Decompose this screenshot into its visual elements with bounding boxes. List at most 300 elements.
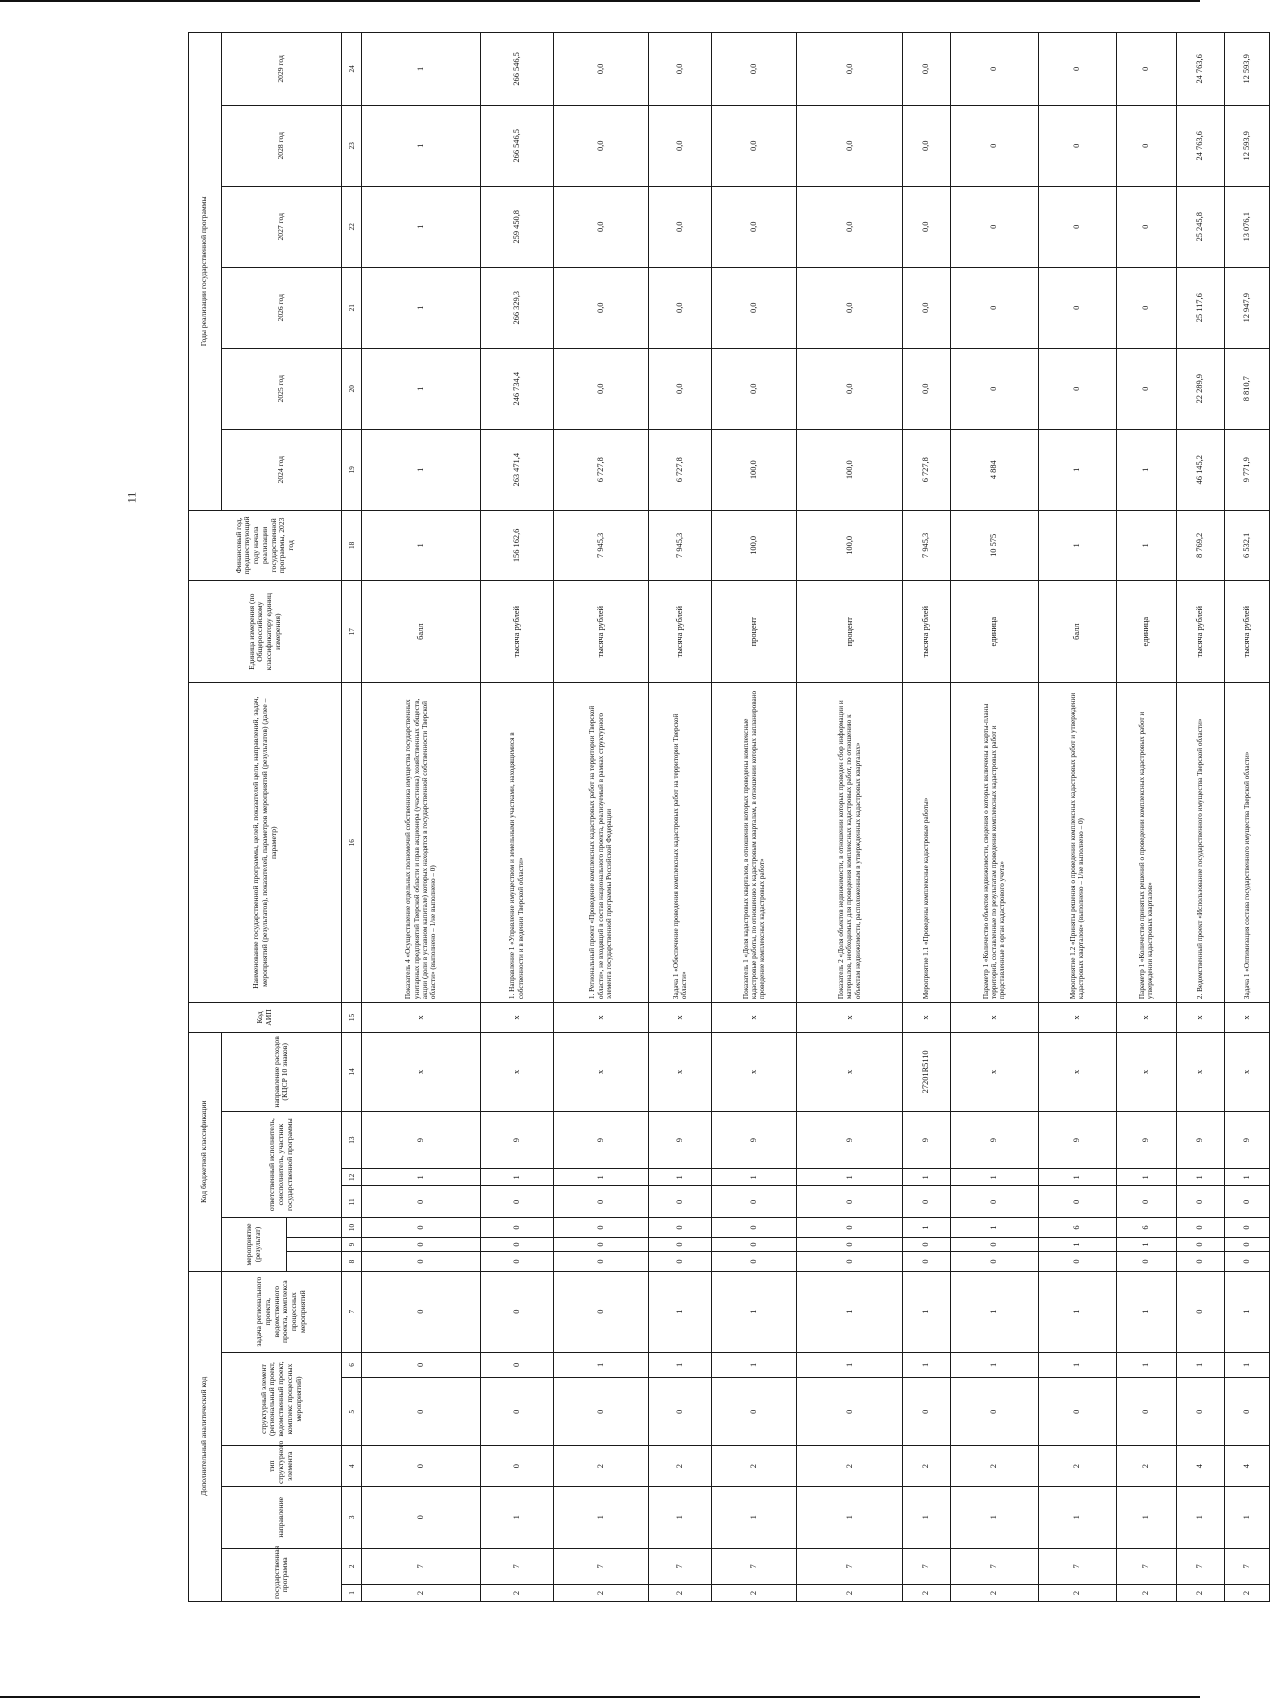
code-cell: 9 bbox=[1116, 1111, 1176, 1169]
code-cell: 0 bbox=[797, 1186, 903, 1218]
value-cell: 0,0 bbox=[649, 267, 712, 348]
code-cell: 0 bbox=[1116, 1186, 1176, 1218]
value-cell: 46 145,2 bbox=[1176, 429, 1224, 510]
code-cell: 0 bbox=[1176, 1252, 1224, 1271]
code-cell: 1 bbox=[649, 1486, 712, 1548]
code-cell: 2 bbox=[1038, 1446, 1116, 1486]
code-cell: 2 bbox=[649, 1446, 712, 1486]
table-row bbox=[480, 33, 553, 1602]
code-cell: 2 bbox=[711, 1446, 796, 1486]
code-cell: 2 bbox=[797, 1584, 903, 1601]
value-cell: 266 546,5 bbox=[480, 105, 553, 186]
column-number: 13 bbox=[342, 1111, 362, 1169]
code-cell: 1 bbox=[1176, 1169, 1224, 1186]
value-cell: 0,0 bbox=[902, 33, 950, 106]
code-cell: 1 bbox=[902, 1218, 950, 1237]
code-cell: 2 bbox=[950, 1584, 1038, 1601]
value-cell: 1 bbox=[362, 33, 480, 106]
code-cell: 1 bbox=[649, 1271, 712, 1352]
code-cell: 0 bbox=[362, 1186, 480, 1218]
value-cell: 9 771,9 bbox=[1224, 429, 1269, 510]
code-cell: 2 bbox=[362, 1584, 480, 1601]
code-cell: 2 bbox=[950, 1446, 1038, 1486]
value-cell: 8 769,2 bbox=[1176, 510, 1224, 580]
row-unit: тысяча рублей bbox=[1176, 581, 1224, 683]
code-cell: 2 bbox=[553, 1584, 649, 1601]
code-cell: 2 bbox=[649, 1584, 712, 1601]
row-description: Задача 1 «Обеспечение проведения комплексных кадастровых работ на территории Тверской области» bbox=[649, 683, 712, 1003]
column-number-row bbox=[342, 33, 362, 1602]
value-cell: 6 727,8 bbox=[649, 429, 712, 510]
scan-edge-top bbox=[0, 0, 1200, 2]
code-cell: 1 bbox=[1116, 1352, 1176, 1378]
value-cell: 0 bbox=[950, 33, 1038, 106]
column-number: 24 bbox=[342, 33, 362, 106]
row-unit: тысяча рублей bbox=[902, 581, 950, 683]
code-cell: 0 bbox=[1038, 1186, 1116, 1218]
code-cell: 0 bbox=[1038, 1378, 1116, 1446]
code-cell: 0 bbox=[797, 1218, 903, 1237]
value-cell: 13 076,1 bbox=[1224, 186, 1269, 267]
code-cell: 9 bbox=[711, 1111, 796, 1169]
column-number: 2 bbox=[342, 1548, 362, 1584]
code-cell: 0 bbox=[480, 1237, 553, 1252]
value-cell: 266 329,3 bbox=[480, 267, 553, 348]
row-unit: тысяча рублей bbox=[649, 581, 712, 683]
code-cell: х bbox=[950, 1032, 1038, 1111]
code-cell: 0 bbox=[711, 1378, 796, 1446]
value-cell: 12 593,9 bbox=[1224, 105, 1269, 186]
header-year-2028: 2028 год bbox=[221, 105, 342, 186]
column-number: 4 bbox=[342, 1446, 362, 1486]
code-cell: х bbox=[950, 1003, 1038, 1033]
code-cell: 0 bbox=[1224, 1237, 1269, 1252]
code-cell: 1 bbox=[950, 1271, 1038, 1352]
value-cell: 156 162,6 bbox=[480, 510, 553, 580]
code-cell: 0 bbox=[362, 1271, 480, 1352]
code-cell: 0 bbox=[480, 1271, 553, 1352]
value-cell: 0,0 bbox=[797, 267, 903, 348]
value-cell: 0 bbox=[1038, 267, 1116, 348]
header-years: Годы реализации государственной программы bbox=[189, 33, 222, 511]
table-row bbox=[1116, 33, 1176, 1602]
value-cell: 0,0 bbox=[553, 186, 649, 267]
code-cell: 2 bbox=[1116, 1446, 1176, 1486]
value-cell: 1 bbox=[362, 510, 480, 580]
code-cell: 0 bbox=[362, 1446, 480, 1486]
code-cell: 0 bbox=[1224, 1252, 1269, 1271]
code-cell: х bbox=[480, 1003, 553, 1033]
header-event-blank-2 bbox=[287, 1237, 342, 1252]
value-cell: 0,0 bbox=[649, 33, 712, 106]
table-row bbox=[1224, 33, 1269, 1602]
code-cell: 7 bbox=[1038, 1548, 1116, 1584]
code-cell: 0 bbox=[950, 1237, 1038, 1252]
code-cell: 1 bbox=[1116, 1237, 1176, 1252]
value-cell: 10 575 bbox=[950, 510, 1038, 580]
code-cell: 7 bbox=[797, 1548, 903, 1584]
code-cell: 2 bbox=[797, 1446, 903, 1486]
header-year-2025: 2025 год bbox=[221, 348, 342, 429]
column-number: 16 bbox=[342, 683, 362, 1003]
value-cell: 0 bbox=[950, 186, 1038, 267]
code-cell: 0 bbox=[480, 1378, 553, 1446]
column-number: 5 bbox=[342, 1378, 362, 1446]
code-cell: 27201R5110 bbox=[902, 1032, 950, 1111]
code-cell: х bbox=[649, 1032, 712, 1111]
value-cell: 0 bbox=[1038, 348, 1116, 429]
code-cell: 4 bbox=[1224, 1446, 1269, 1486]
code-cell: 2 bbox=[1038, 1584, 1116, 1601]
code-cell: 1 bbox=[362, 1169, 480, 1186]
header-gp: государственная программа bbox=[221, 1548, 342, 1601]
code-cell: 0 bbox=[480, 1218, 553, 1237]
code-cell: 9 bbox=[553, 1111, 649, 1169]
code-cell: 1 bbox=[1224, 1271, 1269, 1352]
column-number: 21 bbox=[342, 267, 362, 348]
row-description: Параметр 1 «Количество принятых решений о проведении комплексных кадастровых работ и утверждении кадастровых кварталов» bbox=[1116, 683, 1176, 1003]
code-cell: 1 bbox=[1116, 1169, 1176, 1186]
column-number: 12 bbox=[342, 1169, 362, 1186]
value-cell: 0,0 bbox=[902, 186, 950, 267]
value-cell: 0,0 bbox=[649, 348, 712, 429]
value-cell: 0,0 bbox=[902, 105, 950, 186]
header-prior-year: Финансовый год, предшествующий году начала реализации государственной программы, 2023 год bbox=[189, 510, 342, 580]
header-event-blank-3 bbox=[287, 1218, 342, 1237]
value-cell: 24 763,6 bbox=[1176, 105, 1224, 186]
code-cell: 9 bbox=[950, 1111, 1038, 1169]
code-cell: 1 bbox=[711, 1486, 796, 1548]
value-cell: 4 884 bbox=[950, 429, 1038, 510]
code-cell: 1 bbox=[797, 1486, 903, 1548]
code-cell: 4 bbox=[1176, 1446, 1224, 1486]
code-cell: 1 bbox=[480, 1169, 553, 1186]
header-year-2024: 2024 год bbox=[221, 429, 342, 510]
value-cell: 12 947,9 bbox=[1224, 267, 1269, 348]
code-cell: 0 bbox=[1038, 1252, 1116, 1271]
code-cell: 0 bbox=[950, 1252, 1038, 1271]
value-cell: 24 763,6 bbox=[1176, 33, 1224, 106]
code-cell: 2 bbox=[1116, 1584, 1176, 1601]
code-cell: 0 bbox=[797, 1237, 903, 1252]
value-cell: 100,0 bbox=[711, 510, 796, 580]
code-cell: 9 bbox=[1038, 1111, 1116, 1169]
code-cell: 1 bbox=[1176, 1486, 1224, 1548]
code-cell: 0 bbox=[553, 1186, 649, 1218]
column-number: 20 bbox=[342, 348, 362, 429]
table-row bbox=[1176, 33, 1224, 1602]
code-cell: 7 bbox=[950, 1548, 1038, 1584]
value-cell: 0 bbox=[1116, 105, 1176, 186]
code-cell: 0 bbox=[1176, 1218, 1224, 1237]
value-cell: 266 546,5 bbox=[480, 33, 553, 106]
code-cell: 1 bbox=[711, 1352, 796, 1378]
code-cell: 9 bbox=[649, 1111, 712, 1169]
value-cell: 0,0 bbox=[711, 186, 796, 267]
value-cell: 7 945,3 bbox=[553, 510, 649, 580]
value-cell: 8 810,7 bbox=[1224, 348, 1269, 429]
code-cell: 2 bbox=[553, 1446, 649, 1486]
code-cell: 0 bbox=[950, 1186, 1038, 1218]
code-cell: 1 bbox=[1038, 1237, 1116, 1252]
code-cell: х bbox=[553, 1032, 649, 1111]
value-cell: 12 593,9 bbox=[1224, 33, 1269, 106]
code-cell: 0 bbox=[649, 1218, 712, 1237]
code-cell: 0 bbox=[902, 1252, 950, 1271]
code-cell: 0 bbox=[1176, 1271, 1224, 1352]
value-cell: 0,0 bbox=[797, 33, 903, 106]
code-cell: 1 bbox=[797, 1271, 903, 1352]
value-cell: 100,0 bbox=[797, 510, 903, 580]
value-cell: 1 bbox=[1038, 510, 1116, 580]
code-cell: 2 bbox=[902, 1584, 950, 1601]
code-cell: 0 bbox=[362, 1237, 480, 1252]
code-cell: х bbox=[1038, 1032, 1116, 1111]
code-cell: 9 bbox=[1224, 1111, 1269, 1169]
code-cell: х bbox=[362, 1032, 480, 1111]
code-cell: 0 bbox=[902, 1237, 950, 1252]
code-cell: 0 bbox=[1116, 1252, 1176, 1271]
value-cell: 0 bbox=[950, 348, 1038, 429]
code-cell: 1 bbox=[1038, 1271, 1116, 1352]
code-cell: 1 bbox=[902, 1169, 950, 1186]
header-name: Наименование государственной программы, целей, показателей цели, направлений, задач, мероприятий (результатов), показателей, параметров мероприятий (результатов) (далее – параметр) bbox=[189, 683, 342, 1003]
rotated-table-wrapper bbox=[188, 32, 1270, 1602]
row-description: 1. Региональный проект «Проведение комплексных кадастровых работ на территории Тверской области», не входящий в состав национального проекта, реализуемый в рамках структурного элемента государственной программы Российской Федерации bbox=[553, 683, 649, 1003]
row-description: 1. Направление 1 «Управление имуществом и земельными участками, находящимися в собственности и в ведении Тверской области» bbox=[480, 683, 553, 1003]
code-cell: 0 bbox=[797, 1252, 903, 1271]
column-number: 8 bbox=[342, 1252, 362, 1271]
header-task: задача регионального проекта, ведомственного проекта, комплекса процессных мероприятий bbox=[221, 1271, 342, 1352]
code-cell: 1 bbox=[902, 1352, 950, 1378]
row-description: 2. Ведомственный проект «Использование государственного имущества Тверской области» bbox=[1176, 683, 1224, 1003]
value-cell: 0 bbox=[1116, 33, 1176, 106]
code-cell: 7 bbox=[711, 1548, 796, 1584]
code-cell: 7 bbox=[649, 1548, 712, 1584]
value-cell: 1 bbox=[362, 105, 480, 186]
code-cell: 1 bbox=[797, 1169, 903, 1186]
program-table bbox=[188, 32, 1270, 1602]
column-number: 7 bbox=[342, 1271, 362, 1352]
value-cell: 6 727,8 bbox=[902, 429, 950, 510]
row-description: Показатель 2 «Доля объектов недвижимости, в отношении которых проведен сбор информации и материалов, необходимых для проведения комплексных кадастровых работ, по отношению к объектам недвижимости, расположенным в утвержденных кадастровых кварталах» bbox=[797, 683, 903, 1003]
value-cell: 0,0 bbox=[649, 186, 712, 267]
code-cell: 0 bbox=[553, 1252, 649, 1271]
value-cell: 25 117,6 bbox=[1176, 267, 1224, 348]
code-cell: 0 bbox=[649, 1186, 712, 1218]
header-budget-code: Код бюджетной классификации bbox=[189, 1032, 222, 1271]
row-unit: балл bbox=[362, 581, 480, 683]
code-cell: 1 bbox=[1116, 1271, 1176, 1352]
code-cell: 9 bbox=[362, 1111, 480, 1169]
code-cell: 0 bbox=[711, 1186, 796, 1218]
code-cell: 0 bbox=[711, 1218, 796, 1237]
code-cell: 0 bbox=[950, 1378, 1038, 1446]
code-cell: х bbox=[1224, 1003, 1269, 1033]
code-cell: 1 bbox=[553, 1169, 649, 1186]
page-number: 11 bbox=[124, 491, 139, 504]
row-description: Задача 1 «Оптимизация состава государственного имущества Тверской области» bbox=[1224, 683, 1269, 1003]
column-number: 17 bbox=[342, 581, 362, 683]
code-cell: 1 bbox=[553, 1352, 649, 1378]
code-cell: 1 bbox=[1038, 1169, 1116, 1186]
column-number: 15 bbox=[342, 1003, 362, 1033]
code-cell: х bbox=[1038, 1003, 1116, 1033]
value-cell: 1 bbox=[362, 429, 480, 510]
column-number: 11 bbox=[342, 1186, 362, 1218]
header-direction: направление bbox=[221, 1486, 342, 1548]
code-cell: 1 bbox=[649, 1169, 712, 1186]
code-cell: 1 bbox=[950, 1486, 1038, 1548]
value-cell: 7 945,3 bbox=[649, 510, 712, 580]
row-unit: процент bbox=[711, 581, 796, 683]
code-cell: 1 bbox=[950, 1218, 1038, 1237]
code-cell: 9 bbox=[1176, 1111, 1224, 1169]
table-row bbox=[902, 33, 950, 1602]
value-cell: 100,0 bbox=[797, 429, 903, 510]
code-cell: 7 bbox=[902, 1548, 950, 1584]
value-cell: 0 bbox=[1116, 267, 1176, 348]
row-unit: тысяча рублей bbox=[1224, 581, 1269, 683]
row-unit: балл bbox=[1038, 581, 1116, 683]
table-row bbox=[797, 33, 903, 1602]
value-cell: 0,0 bbox=[711, 267, 796, 348]
value-cell: 0,0 bbox=[649, 105, 712, 186]
column-number: 3 bbox=[342, 1486, 362, 1548]
code-cell: 0 bbox=[902, 1378, 950, 1446]
code-cell: 7 bbox=[1224, 1548, 1269, 1584]
value-cell: 0,0 bbox=[553, 33, 649, 106]
code-cell: 7 bbox=[553, 1548, 649, 1584]
code-cell: 9 bbox=[480, 1111, 553, 1169]
code-cell: 2 bbox=[1176, 1584, 1224, 1601]
header-kcsr: направление расходов (КЦСР 10 знаков) bbox=[221, 1032, 342, 1111]
table-row bbox=[711, 33, 796, 1602]
column-number: 1 bbox=[342, 1584, 362, 1601]
value-cell: 0,0 bbox=[902, 348, 950, 429]
code-cell: 0 bbox=[1116, 1378, 1176, 1446]
code-cell: 0 bbox=[1224, 1218, 1269, 1237]
code-cell: х bbox=[553, 1003, 649, 1033]
value-cell: 0,0 bbox=[797, 105, 903, 186]
code-cell: 2 bbox=[480, 1584, 553, 1601]
code-cell: 9 bbox=[797, 1111, 903, 1169]
code-cell: 1 bbox=[1224, 1352, 1269, 1378]
header-additional-code: Дополнительный аналитический код bbox=[189, 1271, 222, 1601]
value-cell: 0,0 bbox=[711, 348, 796, 429]
column-number: 23 bbox=[342, 105, 362, 186]
header-executor: ответственный исполнитель, соисполнитель, участник государственной программы bbox=[221, 1111, 342, 1218]
code-cell: 0 bbox=[480, 1352, 553, 1378]
code-cell: 0 bbox=[553, 1378, 649, 1446]
code-cell: 1 bbox=[1038, 1486, 1116, 1548]
column-number: 19 bbox=[342, 429, 362, 510]
value-cell: 1 bbox=[1116, 429, 1176, 510]
value-cell: 0,0 bbox=[553, 348, 649, 429]
code-cell: 7 bbox=[480, 1548, 553, 1584]
code-cell: 0 bbox=[1176, 1378, 1224, 1446]
value-cell: 0,0 bbox=[711, 105, 796, 186]
code-cell: 1 bbox=[950, 1169, 1038, 1186]
header-unit: Единица измерения (по Общероссийскому классификатору единиц измерения) bbox=[189, 581, 342, 683]
code-cell: х bbox=[649, 1003, 712, 1033]
code-cell: 0 bbox=[553, 1218, 649, 1237]
code-cell: 1 bbox=[902, 1486, 950, 1548]
value-cell: 0 bbox=[1038, 105, 1116, 186]
code-cell: 1 bbox=[1224, 1486, 1269, 1548]
code-cell: 0 bbox=[649, 1378, 712, 1446]
code-cell: 0 bbox=[480, 1186, 553, 1218]
row-unit: единица bbox=[950, 581, 1038, 683]
row-description: Показатель 1 «Доля кадастровых кварталов, в отношении которых проведены комплексные кадастровые работы, по отношению к кадастровым кварталам, в отношении которых запланировано проведение комплексных кадастровых работ» bbox=[711, 683, 796, 1003]
value-cell: 0,0 bbox=[797, 348, 903, 429]
code-cell: 7 bbox=[1116, 1548, 1176, 1584]
value-cell: 1 bbox=[1116, 510, 1176, 580]
code-cell: 1 bbox=[480, 1486, 553, 1548]
code-cell: 0 bbox=[553, 1271, 649, 1352]
code-cell: 0 bbox=[362, 1352, 480, 1378]
header-year-2029: 2029 год bbox=[221, 33, 342, 106]
code-cell: 0 bbox=[362, 1218, 480, 1237]
code-cell: 1 bbox=[711, 1169, 796, 1186]
code-cell: 1 bbox=[1038, 1352, 1116, 1378]
value-cell: 0,0 bbox=[902, 267, 950, 348]
value-cell: 0 bbox=[1038, 186, 1116, 267]
code-cell: х bbox=[362, 1003, 480, 1033]
value-cell: 25 245,8 bbox=[1176, 186, 1224, 267]
code-cell: 0 bbox=[902, 1186, 950, 1218]
row-unit: процент bbox=[797, 581, 903, 683]
row-description: Мероприятие 1.1 «Проведены комплексные кадастровые работы» bbox=[902, 683, 950, 1003]
header-structural-element: структурный элемент (региональный проект, ведомственный проект, комплекс процессных мероприятий) bbox=[221, 1352, 342, 1446]
code-cell: 0 bbox=[797, 1378, 903, 1446]
column-number: 14 bbox=[342, 1032, 362, 1111]
code-cell: х bbox=[711, 1003, 796, 1033]
code-cell: 1 bbox=[1116, 1486, 1176, 1548]
value-cell: 0 bbox=[1038, 33, 1116, 106]
header-aip: Код АИП bbox=[189, 1003, 342, 1033]
code-cell: х bbox=[1116, 1032, 1176, 1111]
table-row bbox=[362, 33, 480, 1602]
code-cell: 1 bbox=[553, 1486, 649, 1548]
value-cell: 0,0 bbox=[797, 186, 903, 267]
row-description: Мероприятие 1.2 «Приняты решения о проведении комплексных кадастровых работ и утверждении кадастровых кварталов» (выполнено – 1/не выполнено – 0) bbox=[1038, 683, 1116, 1003]
value-cell: 6 532,1 bbox=[1224, 510, 1269, 580]
code-cell: 0 bbox=[1176, 1186, 1224, 1218]
value-cell: 1 bbox=[362, 186, 480, 267]
code-cell: 7 bbox=[362, 1548, 480, 1584]
value-cell: 0 bbox=[950, 105, 1038, 186]
column-number: 10 bbox=[342, 1218, 362, 1237]
code-cell: 1 bbox=[1224, 1169, 1269, 1186]
code-cell: 0 bbox=[649, 1237, 712, 1252]
row-description: Показатель 4 «Осуществление отдельных полномочий собственника имущества государственных унитарных предприятий Тверской области и прав акционера (участника) хозяйственных обществ, акции (доли в уставном капитале) которых находятся в государственной собственности Тверской области» (выполнено – 1/не выполнено – 0) bbox=[362, 683, 480, 1003]
code-cell: х bbox=[902, 1003, 950, 1033]
code-cell: 0 bbox=[1176, 1237, 1224, 1252]
value-cell: 0 bbox=[1116, 348, 1176, 429]
code-cell: х bbox=[797, 1032, 903, 1111]
value-cell: 0,0 bbox=[553, 267, 649, 348]
value-cell: 1 bbox=[1038, 429, 1116, 510]
code-cell: 0 bbox=[553, 1237, 649, 1252]
code-cell: х bbox=[797, 1003, 903, 1033]
code-cell: 0 bbox=[480, 1446, 553, 1486]
code-cell: 1 bbox=[1176, 1352, 1224, 1378]
code-cell: 0 bbox=[1224, 1186, 1269, 1218]
code-cell: 6 bbox=[1038, 1218, 1116, 1237]
row-description: Параметр 1 «Количество объектов недвижимости, сведения о которых включены в карты-планы территорий, составленные по результатам проведения комплексных кадастровых работ и представленные в орган кадастрового учета» bbox=[950, 683, 1038, 1003]
code-cell: 9 bbox=[902, 1111, 950, 1169]
